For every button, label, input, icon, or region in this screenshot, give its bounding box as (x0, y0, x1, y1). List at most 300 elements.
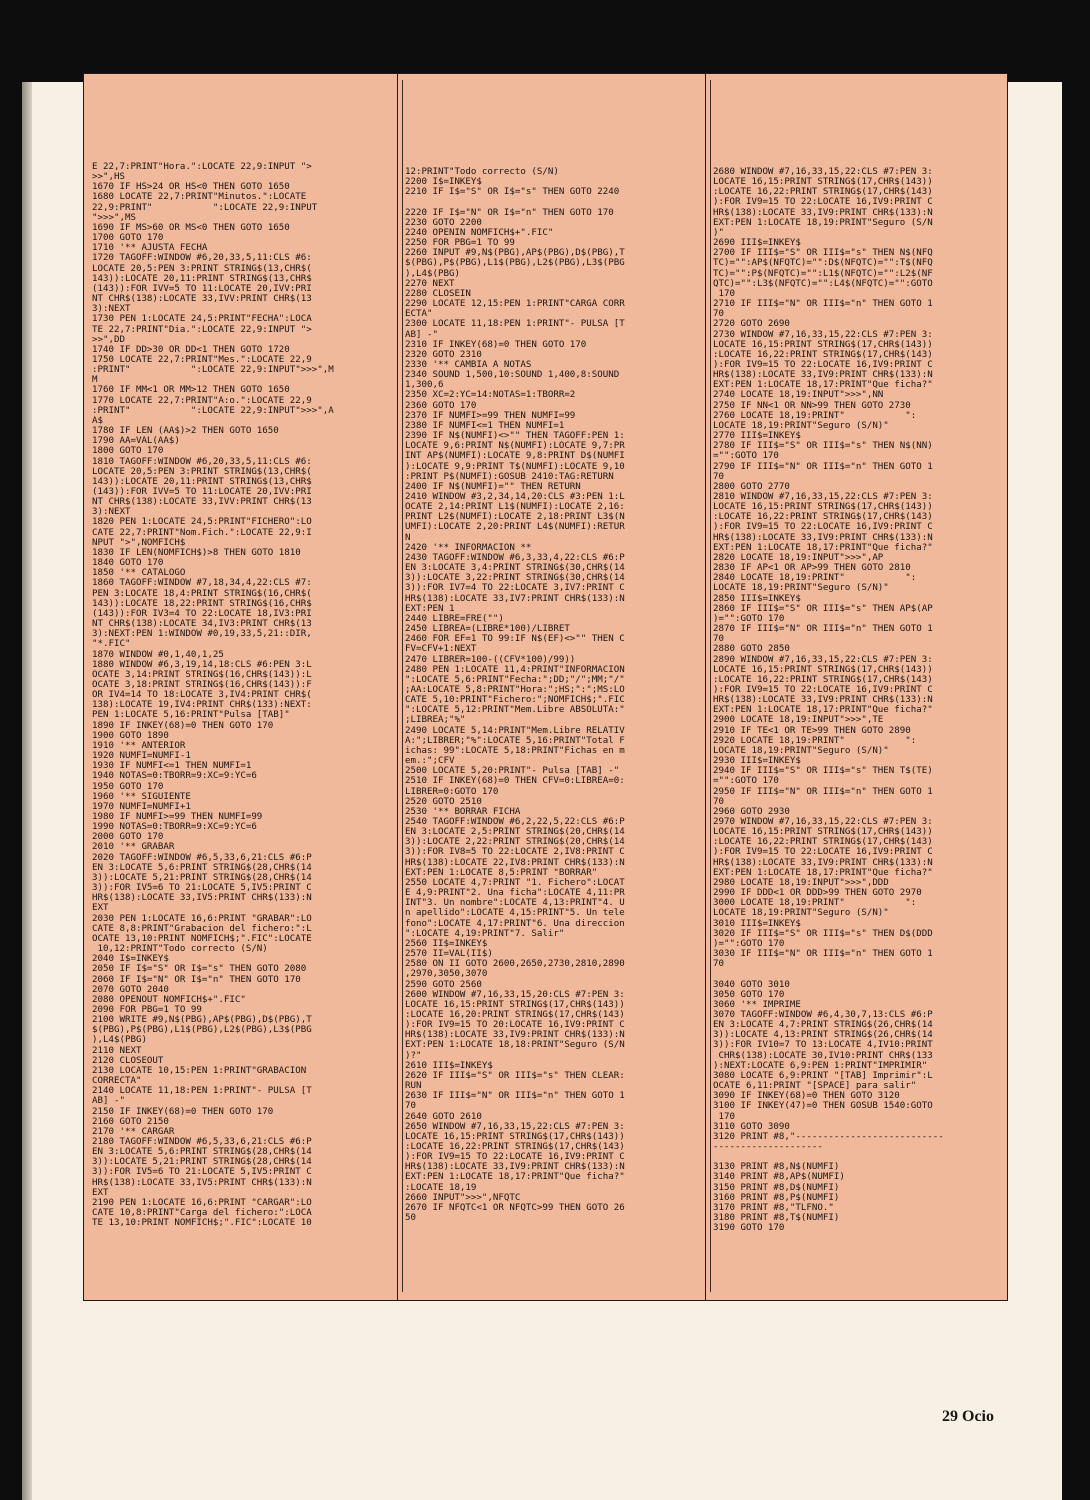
code-line: em.:";CFV (405, 756, 455, 767)
code-line: 2680 WINDOW #7,16,33,15,22:CLS #7:PEN 3: (713, 167, 933, 177)
code-line: 2900 LOCATE 18,19:INPUT">>>",TE (713, 715, 884, 726)
code-line: 3):NEXT (92, 507, 131, 518)
code-line: >>",DD (92, 334, 125, 345)
code-line: ):FOR IV9=15 TO 22:LOCATE 16,IV9:PRINT C (713, 359, 933, 370)
code-line: 1720 TAGOFF:WINDOW #6,20,33,5,11:CLS #6: (92, 253, 312, 264)
code-line: 3130 PRINT #8,N$(NUMFI) (713, 1162, 840, 1173)
code-line: 2370 IF NUMFI>=99 THEN NUMFI=99 (405, 410, 576, 421)
code-line: 3020 IF III$="S" OR III$="s" THEN D$(DDD (713, 928, 933, 939)
code-line: 2840 LOCATE 18,19:PRINT" ": (713, 573, 917, 584)
code-line: 2440 LIBRE=FRE("") (405, 613, 504, 624)
code-line: NPUT ">",NOMFICH$ (92, 537, 186, 548)
code-line: 2090 FOR PBG=1 TO 99 (92, 1004, 202, 1015)
code-line: )?" (405, 1050, 422, 1061)
code-line: 2300 LOCATE 11,18:PEN 1:PRINT"- PULSA [T (405, 319, 625, 330)
code-line: 2470 LIBRER=100-((CFV*100)/99)) (405, 654, 576, 665)
code-line: :PRINT" ":LOCATE 22,9:INPUT">>>",A (92, 405, 334, 416)
code-line: CATE 8,8:PRINT"Grabacion del fichero:":L (92, 923, 312, 934)
code-line: 2260 INPUT #9,N$(PBG),AP$(PBG),D$(PBG),T (405, 248, 625, 259)
code-line: EXT:PEN 1:LOCATE 18,18:PRINT"Seguro (S/N (405, 1040, 625, 1051)
code-line: 2430 TAGOFF:WINDOW #6,3,33,4,22:CLS #6:P (405, 552, 625, 563)
code-line: 70 (713, 309, 724, 320)
code-line: OCATE 3,18:PRINT STRING$(16,CHR$(143)):F (92, 679, 312, 690)
code-line: 1760 IF MM<1 OR MM>12 THEN GOTO 1650 (92, 385, 290, 396)
code-line: :LOCATE 16,22:PRINT STRING$(17,CHR$(143) (713, 674, 933, 685)
code-line: TC)="":AP$(NFQTC)="":D$(NFQTC)="":T$(NFQ (713, 258, 933, 269)
code-line: ":LOCATE 4,19:PRINT"7. Salir" (405, 928, 565, 939)
code-line: CATE 22,7:PRINT"Nom.Fich.":LOCATE 22,9:I (92, 527, 312, 538)
code-line: EN 3:LOCATE 5,6:PRINT STRING$(28,CHR$(14 (92, 862, 312, 873)
code-line: A:";LIBRER;"%":LOCATE 5,16:PRINT"Total F (405, 735, 625, 746)
code-line: EN 3:LOCATE 2,5:PRINT STRING$(20,CHR$(14 (405, 827, 625, 838)
code-line: 1770 LOCATE 22,7:PRINT"A:o.":LOCATE 22,9 (92, 395, 312, 406)
code-line: :LOCATE 16,22:PRINT STRING$(17,CHR$(143) (713, 837, 933, 848)
code-line: 1840 GOTO 170 (92, 558, 164, 569)
code-line: 170 (713, 288, 735, 299)
code-line: 1690 IF MS>60 OR MS<0 THEN GOTO 1650 (92, 222, 290, 233)
code-line: HR$(138):LOCATE 22,IV8:PRINT CHR$(133):N (405, 857, 625, 868)
code-line: 1910 '** ANTERIOR (92, 740, 186, 751)
code-line: 3)):FOR IV7=4 TO 22:LOCATE 3,IV7:PRINT C (405, 583, 625, 594)
code-line: ichas: 99":LOCATE 5,18:PRINT"Fichas en m (405, 745, 625, 756)
code-line: EXT:PEN 1:LOCATE 8,5:PRINT "BORRAR" (405, 867, 598, 878)
code-line: CHR$(138):LOCATE 30,IV10:PRINT CHR$(133 (713, 1050, 933, 1061)
code-line: 143)):LOCATE 18,22:PRINT STRING$(16,CHR$ (92, 598, 312, 609)
code-line: 2230 GOTO 2200 (405, 217, 482, 228)
code-line: HR$(138):LOCATE 33,IV9:PRINT CHR$(133):N (713, 857, 933, 868)
code-line: 70 (713, 959, 724, 970)
code-line: 2960 GOTO 2930 (713, 806, 790, 817)
code-line: 1870 WINDOW #0,1,40,1,25 (92, 649, 224, 660)
code-line: 2890 WINDOW #7,16,33,15,22:CLS #7:PEN 3: (713, 654, 933, 665)
code-line: 2930 III$=INKEY$ (713, 756, 801, 767)
code-line: 1780 IF LEN (AA$)>2 THEN GOTO 1650 (92, 426, 279, 437)
code-line: >>",HS (92, 172, 125, 183)
code-line: 2760 LOCATE 18,19:PRINT" ": (713, 410, 917, 421)
code-line: EXT:PEN 1:LOCATE 18,19:PRINT"Seguro (S/N (713, 217, 933, 228)
code-line: LOCATE 18,19:PRINT"Seguro (S/N)" (713, 420, 889, 431)
code-line: 70 (713, 634, 724, 645)
code-line: 70 (713, 796, 724, 807)
code-line: 2830 IF AP<1 OR AP>99 THEN GOTO 2810 (713, 563, 911, 574)
code-line: INT"3. Un nombre":LOCATE 4,13:PRINT"4. U (405, 898, 625, 909)
code-line: 1900 GOTO 1890 (92, 730, 169, 741)
code-line: 3)):LOCATE 3,22:PRINT STRING$(30,CHR$(14 (405, 573, 625, 584)
code-line: ),L4$(PBG) (92, 1035, 147, 1046)
code-line: "*.FIC" (92, 639, 131, 650)
code-line: 3000 LOCATE 18,19:PRINT" ": (713, 898, 917, 909)
code-line: 1940 NOTAS=0:TBORR=9:XC=9:YC=6 (92, 771, 257, 782)
code-line: 2730 WINDOW #7,16,33,15,22:CLS #7:PEN 3: (713, 329, 933, 340)
code-line: 2290 LOCATE 12,15:PEN 1:PRINT"CARGA CORR (405, 299, 625, 310)
code-line: 2540 TAGOFF:WINDOW #6,2,22,5,22:CLS #6:P (405, 817, 625, 827)
code-line: 70 (713, 471, 724, 482)
code-line: 2080 OPENOUT NOMFICH$+".FIC" (92, 994, 246, 1005)
code-line: 1970 NUMFI=NUMFI+1 (92, 801, 191, 812)
code-line: TC)="":P$(NFQTC)="":L1$(NFQTC)="":L2$(NF (713, 268, 933, 279)
code-line: 2340 SOUND 1,500,10:SOUND 1,400,8:SOUND (405, 370, 620, 381)
code-line: 2480 PEN 1:LOCATE 11,4:PRINT"INFORMACION (405, 664, 625, 675)
code-line: ECTA" (405, 309, 433, 320)
code-line: 2690 III$=INKEY$ (713, 238, 801, 249)
code-line: 1750 LOCATE 22,7:PRINT"Mes.":LOCATE 22,9 (92, 354, 312, 365)
code-line: 3050 GOTO 170 (713, 989, 785, 1000)
code-line: :LOCATE 16,20:PRINT STRING$(17,CHR$(143) (405, 1009, 625, 1020)
code-line: 2000 GOTO 170 (92, 832, 164, 843)
code-line: HR$(138):LOCATE 33,IV9:PRINT CHR$(133):N (405, 1030, 625, 1041)
code-line: 3090 IF INKEY(68)=0 THEN GOTO 3120 (713, 1091, 900, 1102)
code-line: 1700 GOTO 170 (92, 233, 164, 244)
code-line: OCATE 2,14:PRINT L1$(NUMFI):LOCATE 2,16: (405, 502, 625, 513)
code-line: PRINT L2$(NUMFI):LOCATE 2,18:PRINT L3$(N (405, 512, 625, 523)
code-line: 12:PRINT"Todo correcto (S/N) (405, 167, 559, 177)
code-line: 2250 FOR PBG=1 TO 99 (405, 238, 515, 249)
code-line: 2860 IF III$="S" OR III$="s" THEN AP$(AP (713, 603, 933, 614)
code-line: 3140 PRINT #8,AP$(NUMFI) (713, 1172, 845, 1183)
code-line: 1990 NOTAS=0:TBORR=9:XC=9:YC=6 (92, 822, 257, 833)
code-line: ":LOCATE 5,6:PRINT"Fecha:";DD;"/";MM;"/" (405, 674, 625, 685)
code-line: 2350 XC=2:YC=14:NOTAS=1:TBORR=2 (405, 390, 576, 401)
code-line: 2770 III$=INKEY$ (713, 431, 801, 442)
code-line: 3150 PRINT #8,D$(NUMFI) (713, 1182, 840, 1193)
code-line: EXT (92, 1187, 109, 1198)
code-line: 50 (405, 1213, 416, 1224)
code-line: 2500 LOCATE 5,20:PRINT"- Pulsa [TAB] -" (405, 766, 620, 777)
code-line: 3010 III$=INKEY$ (713, 918, 801, 929)
code-line: 170 (713, 1111, 735, 1122)
code-line: ):FOR IV9=15 TO 22:LOCATE 16,IV9:PRINT C (713, 847, 933, 858)
code-line: 2580 ON II GOTO 2600,2650,2730,2810,2890 (405, 959, 625, 970)
code-line: 2170 '** CARGAR (92, 1126, 175, 1137)
code-line: 1880 WINDOW #6,3,19,14,18:CLS #6:PEN 3:L (92, 659, 312, 670)
code-line: 2140 LOCATE 11,18:PEN 1:PRINT"- PULSA [T (92, 1086, 312, 1097)
code-line: 3030 IF III$="N" OR III$="n" THEN GOTO 1 (713, 949, 933, 960)
code-line: 3)):LOCATE 2,22:PRINT STRING$(20,CHR$(14 (405, 837, 625, 848)
code-line: :PRINT P$(NUMFI):GOSUB 2410:TAG:RETURN (405, 471, 614, 482)
code-line: PEN 1:LOCATE 5,16:PRINT"Pulsa [TAB]" (92, 710, 290, 721)
panel-divider (402, 80, 403, 1292)
code-line: 2650 WINDOW #7,16,33,15,22:CLS #7:PEN 3: (405, 1121, 625, 1132)
code-line: :PRINT" ":LOCATE 22,9:INPUT">>>",M (92, 365, 334, 376)
code-line: 2510 IF INKEY(68)=0 THEN CFV=0:LIBREA=0: (405, 776, 625, 787)
code-line: NT CHR$(138):LOCATE 33,IVV:PRINT CHR$(13 (92, 294, 312, 305)
code-line: 3180 PRINT #8,T$(NUMFI) (713, 1213, 840, 1224)
code-line: 2640 GOTO 2610 (405, 1111, 482, 1122)
code-line: :LOCATE 16,22:PRINT STRING$(17,CHR$(143) (713, 349, 933, 360)
code-line: 3060 '** IMPRIME (713, 999, 801, 1010)
code-line: 2110 NEXT (92, 1045, 142, 1056)
code-line: CATE 10,8:PRINT"Carga del fichero:":LOCA (92, 1208, 312, 1219)
code-line: ;AA:LOCATE 5,8:PRINT"Hora:";HS;":";MS:LO (405, 684, 625, 695)
code-line: 3160 PRINT #8,P$(NUMFI) (713, 1192, 840, 1203)
code-line: HR$(138):LOCATE 33,IV9:PRINT CHR$(133):N (405, 1162, 625, 1173)
code-line: 143)):LOCATE 20,11:PRINT STRING$(13,CHR$ (92, 476, 312, 487)
code-line: (143)):FOR IVV=5 TO 11:LOCATE 20,IVV:PRI (92, 487, 312, 497)
code-line: 2190 PEN 1:LOCATE 16,6:PRINT "CARGAR":LO (92, 1197, 312, 1208)
code-line: 10,12:PRINT"Todo correcto (S/N) (92, 944, 268, 955)
code-line: 2630 IF III$="N" OR III$="n" THEN GOTO 1 (405, 1091, 625, 1102)
code-line: PEN 3:LOCATE 18,4:PRINT STRING$(16,CHR$( (92, 588, 312, 599)
code-line: 1730 PEN 1:LOCATE 24,5:PRINT"FECHA":LOCA (92, 314, 312, 325)
code-line: 2280 CLOSEIN (405, 288, 471, 299)
code-line: 2670 IF NFQTC<1 OR NFQTC>99 THEN GOTO 26 (405, 1202, 625, 1213)
code-line: 1930 IF NUMFI<=1 THEN NUMFI=1 (92, 761, 252, 772)
code-line: EN 3:LOCATE 3,4:PRINT STRING$(30,CHR$(14 (405, 563, 625, 574)
code-line: :LOCATE 16,22:PRINT STRING$(17,CHR$(143) (713, 187, 933, 198)
code-line: (143)):FOR IV3=4 TO 22:LOCATE 18,IV3:PRI (92, 608, 312, 619)
code-line: 1980 IF NUMFI>=99 THEN NUMFI=99 (92, 812, 263, 822)
code-line: 1790 AA=VAL(AA$) (92, 436, 180, 447)
code-line: ":LOCATE 5,12:PRINT"Mem.Libre ABSOLUTA:" (405, 705, 625, 716)
code-line: 2070 GOTO 2040 (92, 984, 169, 995)
code-line: 2530 '** BORRAR FICHA (405, 806, 521, 817)
code-line: 3):NEXT (92, 304, 131, 315)
code-line: NT CHR$(138):LOCATE 34,IV3:PRINT CHR$(13 (92, 619, 312, 630)
code-line: LOCATE 20,5:PEN 3:PRINT STRING$(13,CHR$( (92, 466, 312, 477)
code-line: A$ (92, 415, 103, 426)
code-line: OCATE 13,10:PRINT NOMFICH$;".FIC":LOCATE (92, 933, 312, 944)
code-line: 3)):LOCATE 5,21:PRINT STRING$(28,CHR$(14 (92, 1157, 312, 1168)
code-line: ):FOR IV9=15 TO 22:LOCATE 16,IV9:PRINT C (713, 522, 933, 533)
code-line: AB] -" (405, 329, 438, 340)
code-line: LOCATE 16,15:PRINT STRING$(17,CHR$(143)) (713, 177, 933, 188)
page-number: 29 Ocio (942, 1408, 994, 1425)
code-line: EXT:PEN 1:LOCATE 18,17:PRINT"Que ficha?" (713, 380, 933, 391)
code-line: INT AP$(NUMFI):LOCATE 9,8:PRINT D$(NUMFI (405, 451, 625, 462)
code-line: 2310 IF INKEY(68)=0 THEN GOTO 170 (405, 339, 587, 350)
code-line: 2040 I$=INKEY$ (92, 954, 169, 965)
code-line: TE 22,7:PRINT"Dia.":LOCATE 22,9:INPUT "> (92, 324, 312, 335)
code-line: NT CHR$(138):LOCATE 33,IVV:PRINT CHR$(13 (92, 497, 312, 508)
code-line: 2800 GOTO 2770 (713, 481, 790, 492)
code-line: 2880 GOTO 2850 (713, 644, 790, 655)
code-line: 2920 LOCATE 18,19:PRINT" ": (713, 735, 917, 746)
code-line: ):FOR IV9=15 TO 22:LOCATE 16,IV9:PRINT C (405, 1152, 625, 1163)
code-line: 2400 IF N$(NUMFI)="" THEN RETURN (405, 481, 581, 492)
code-line: 2520 GOTO 2510 (405, 796, 482, 807)
code-line: ):FOR IV9=15 TO 22:LOCATE 16,IV9:PRINT C (713, 197, 933, 208)
code-line: 2820 LOCATE 18,19:INPUT">>>",AP (713, 552, 884, 563)
code-line: 2380 IF NUMFI<=1 THEN NUMFI=1 (405, 420, 565, 431)
code-line: EXT:PEN 1 (405, 603, 455, 614)
code-line: LOCATE 16,15:PRINT STRING$(17,CHR$(143)) (713, 502, 933, 513)
code-line: QTC)="":L3$(NFQTC)="":L4$(NFQTC)="":GOTO (713, 278, 933, 289)
code-line: 1810 TAGOFF:WINDOW #6,20,33,5,11:CLS #6: (92, 456, 312, 467)
code-line: 2200 I$=INKEY$ (405, 177, 482, 188)
code-line: LIBRER=0:GOTO 170 (405, 786, 499, 797)
code-line: 2590 GOTO 2560 (405, 979, 482, 990)
code-line: 2410 WINDOW #3,2,34,14,20:CLS #3:PEN 1:L (405, 492, 625, 502)
code-line: )="":GOTO 170 (713, 938, 785, 949)
code-line: 3)):FOR IV8=5 TO 22:LOCATE 2,IV8:PRINT C (405, 847, 625, 858)
code-line: 2740 LOCATE 18,19:INPUT">>>",NN (713, 390, 884, 401)
code-line: )" (713, 227, 724, 238)
code-line: EXT (92, 903, 109, 914)
code-line: HR$(138):LOCATE 33,IV7:PRINT CHR$(133):N (405, 593, 625, 604)
code-line: 3)):LOCATE 4,13:PRINT STRING$(26,CHR$(14 (713, 1030, 933, 1041)
code-line: (143)):FOR IVV=5 TO 11:LOCATE 20,IVV:PRI (92, 283, 312, 294)
code-column-1 (92, 162, 334, 1228)
code-line: LOCATE 16,15:PRINT STRING$(17,CHR$(143)) (405, 1131, 625, 1142)
code-line: EXT:PEN 1:LOCATE 18,17:PRINT"Que ficha?" (405, 1172, 625, 1183)
code-line: 2010 '** GRABAR (92, 842, 175, 853)
code-line: 2720 GOTO 2690 (713, 319, 790, 330)
code-line: ):LOCATE 9,9:PRINT T$(NUMFI):LOCATE 9,10 (405, 461, 625, 472)
code-line: 3070 TAGOFF:WINDOW #6,4,30,7,13:CLS #6:P (713, 1009, 933, 1020)
code-line: :LOCATE 18,19 (405, 1182, 477, 1193)
code-line: CORRECTA" (92, 1076, 142, 1087)
code-line: E 22,7:PRINT"Hora.":LOCATE 22,9:INPUT "> (92, 162, 312, 172)
code-line: 1920 NUMFI=NUMFI-1 (92, 751, 191, 762)
code-line: 2220 IF I$="N" OR I$="n" THEN GOTO 170 (405, 207, 614, 218)
code-line: 2210 IF I$="S" OR I$="s" THEN GOTO 2240 (405, 187, 620, 198)
code-line: 3120 PRINT #8,"--------------------------- (713, 1131, 944, 1142)
code-line: 3)):FOR IV5=6 TO 21:LOCATE 5,IV5:PRINT C (92, 883, 312, 894)
code-line: 1960 '** SIGUIENTE (92, 791, 191, 802)
code-line: 2970 WINDOW #7,16,33,15,22:CLS #7:PEN 3: (713, 817, 933, 827)
code-line: UMFI):LOCATE 2,20:PRINT L4$(NUMFI):RETUR (405, 522, 625, 533)
code-line: 70 (405, 1101, 416, 1112)
code-line: 1680 LOCATE 22,7:PRINT"Minutos.":LOCATE (92, 192, 307, 203)
code-line: 1950 GOTO 170 (92, 781, 164, 792)
code-line: EN 3:LOCATE 5,6:PRINT STRING$(28,CHR$(14 (92, 1147, 312, 1158)
code-line: OR IV4=14 TO 18:LOCATE 3,IV4:PRINT CHR$( (92, 690, 312, 701)
code-line: EN 3:LOCATE 4,7:PRINT STRING$(26,CHR$(14 (713, 1020, 933, 1031)
code-line: 3190 GOTO 170 (713, 1223, 785, 1234)
code-line: fono":LOCATE 4,17:PRINT"6. Una direccion (405, 918, 625, 929)
code-line: 2450 LIBREA=(LIBRE*100)/LIBRET (405, 624, 570, 635)
code-line: HR$(138):LOCATE 33,IV5:PRINT CHR$(133):N (92, 893, 312, 904)
code-line: 3110 GOTO 3090 (713, 1121, 790, 1132)
code-line: 2940 IF III$="S" OR III$="s" THEN T$(TE) (713, 766, 933, 777)
code-line: ">>>",MS (92, 212, 136, 223)
code-line: HR$(138):LOCATE 33,IV9:PRINT CHR$(133):N (713, 370, 933, 381)
code-line: 2390 IF N$(NUMFI)<>"" THEN TAGOFF:PEN 1: (405, 431, 625, 442)
panel-divider (710, 80, 711, 1292)
code-line: 2710 IF III$="N" OR III$="n" THEN GOTO 1 (713, 299, 933, 310)
code-line: 2120 CLOSEOUT (92, 1055, 164, 1066)
code-column-3 (713, 167, 944, 1233)
code-line: E 4,9:PRINT"2. Una ficha":LOCATE 4,11:PR (405, 888, 625, 899)
code-line: 1820 PEN 1:LOCATE 24,5:PRINT"FICHERO":LO (92, 517, 312, 528)
code-line: LOCATE 16,15:PRINT STRING$(17,CHR$(143)) (713, 664, 933, 675)
code-line: 1740 IF DD>30 OR DD<1 THEN GOTO 1720 (92, 344, 290, 355)
code-line: ):FOR IV9=15 TO 22:LOCATE 16,IV9:PRINT C (713, 684, 933, 695)
code-line: FV=CFV+1:NEXT (405, 644, 477, 655)
code-line: 2150 IF INKEY(68)=0 THEN GOTO 170 (92, 1106, 274, 1117)
code-line: HR$(138):LOCATE 33,IV9:PRINT CHR$(133):N (713, 695, 933, 706)
code-line: ):FOR IV9=15 TO 20:LOCATE 16,IV9:PRINT C (405, 1020, 625, 1031)
code-line: $(PBG),P$(PBG),L1$(PBG),L2$(PBG),L3$(PBG (405, 258, 625, 269)
code-line: 2360 GOTO 170 (405, 400, 477, 411)
code-line: 2020 TAGOFF:WINDOW #6,5,33,6,21:CLS #6:P (92, 852, 312, 863)
code-line: 3080 LOCATE 6,9:PRINT "[TAB] Imprimir":L (713, 1070, 933, 1081)
code-line: 2560 II$=INKEY$ (405, 938, 488, 949)
code-line: N (405, 532, 411, 543)
code-line: -------------------- (713, 1142, 823, 1152)
code-line: 2060 IF I$="N" OR I$="n" THEN GOTO 170 (92, 974, 301, 985)
code-line: M (92, 375, 98, 386)
code-line: 138):LOCATE 19,IV4:PRINT CHR$(133):NEXT: (92, 700, 312, 711)
code-line: 2240 OPENIN NOMFICH$+".FIC" (405, 227, 554, 238)
code-line: LOCATE 18,19:PRINT"Seguro (S/N)" (713, 583, 889, 594)
code-line: 2270 NEXT (405, 278, 455, 289)
code-line: LOCATE 20,5:PEN 3:PRINT STRING$(13,CHR$( (92, 263, 312, 274)
code-line: 2810 WINDOW #7,16,33,15,22:CLS #7:PEN 3: (713, 492, 933, 502)
code-line: 2490 LOCATE 5,14:PRINT"Mem.Libre RELATIV (405, 725, 625, 736)
code-line: 2550 LOCATE 4,7:PRINT "1. Fichero":LOCAT (405, 877, 625, 888)
code-line (405, 197, 625, 207)
code-line: 2030 PEN 1:LOCATE 16,6:PRINT "GRABAR":LO (92, 913, 312, 924)
code-line: 2600 WINDOW #7,16,33,15,20:CLS #7:PEN 3: (405, 989, 625, 1000)
code-line: TE 13,10:PRINT NOMFICH$;".FIC":LOCATE 10 (92, 1218, 312, 1229)
code-line: HR$(138):LOCATE 33,IV9:PRINT CHR$(133):N (713, 532, 933, 543)
code-line: 1890 IF INKEY(68)=0 THEN GOTO 170 (92, 720, 274, 731)
code-line: 2160 GOTO 2150 (92, 1116, 169, 1127)
code-line: HR$(138):LOCATE 33,IV5:PRINT CHR$(133):N (92, 1177, 312, 1188)
code-line: ):NEXT:LOCATE 6,9:PEN 1:PRINT"IMPRIMIR" (713, 1060, 928, 1071)
code-line: OCATE 6,11:PRINT "[SPACE] para salir" (713, 1081, 917, 1092)
code-line: $(PBG),P$(PBG),L1$(PBG),L2$(PBG),L3$(PBG (92, 1025, 312, 1036)
code-line: LOCATE 16,15:PRINT STRING$(17,CHR$(143)) (405, 999, 625, 1010)
code-line (713, 969, 944, 979)
code-line: 2130 LOCATE 10,15:PEN 1:PRINT"GRABACION (92, 1065, 307, 1076)
code-line: 2780 IF III$="S" OR III$="s" THEN N$(NN) (713, 441, 933, 452)
code-line: 1710 '** AJUSTA FECHA (92, 243, 208, 254)
code-line: LOCATE 9,6:PRINT N$(NUMFI):LOCATE 9,7:PR (405, 441, 625, 452)
code-line: ,2970,3050,3070 (405, 969, 488, 980)
code-line: 2420 '** INFORMACION ** (405, 542, 532, 553)
code-line: RUN (405, 1081, 422, 1092)
code-line: EXT:PEN 1:LOCATE 18,17:PRINT"Que ficha?" (713, 705, 933, 716)
code-line: 2910 IF TE<1 OR TE>99 THEN GOTO 2890 (713, 725, 911, 736)
code-line: 1860 TAGOFF:WINDOW #7,18,34,4,22:CLS #7: (92, 578, 312, 589)
code-line: 2750 IF NN<1 OR NN>99 THEN GOTO 2730 (713, 400, 911, 411)
code-line: 2980 LOCATE 18,19:INPUT">>>",DDD (713, 877, 889, 888)
code-line: )="":GOTO 170 (713, 613, 785, 624)
code-line: :LOCATE 16,22:PRINT STRING$(17,CHR$(143) (405, 1142, 625, 1152)
code-line: 2610 III$=INKEY$ (405, 1060, 493, 1071)
code-line: ),L4$(PBG) (405, 268, 460, 279)
code-line: 2790 IF III$="N" OR III$="n" THEN GOTO 1 (713, 461, 933, 472)
code-line: 3)):LOCATE 5,21:PRINT STRING$(28,CHR$(14 (92, 872, 312, 883)
code-line: 1850 '** CATALOGO (92, 568, 186, 579)
code-line: 3)):FOR IV5=6 TO 21:LOCATE 5,IV5:PRINT C (92, 1167, 312, 1178)
code-column-2 (405, 167, 625, 1223)
code-line: ="":GOTO 170 (713, 776, 779, 787)
code-line (713, 1152, 944, 1162)
code-line: ="":GOTO 170 (713, 451, 779, 462)
code-line: 3):NEXT:PEN 1:WINDOW #0,19,33,5,21::DIR, (92, 629, 312, 640)
code-line: 3)):FOR IV10=7 TO 13:LOCATE 4,IV10:PRINT (713, 1040, 933, 1051)
code-line: 2100 WRITE #9,N$(PBG),AP$(PBG),D$(PBG),T (92, 1015, 312, 1026)
code-line: 1830 IF LEN(NOMFICH$)>8 THEN GOTO 1810 (92, 547, 301, 558)
code-line: 2050 IF I$="S" OR I$="s" THEN GOTO 2080 (92, 964, 307, 975)
code-line: 2950 IF III$="N" OR III$="n" THEN GOTO 1 (713, 786, 933, 797)
code-line: 1800 GOTO 170 (92, 446, 164, 457)
code-line: 2620 IF III$="S" OR III$="s" THEN CLEAR: (405, 1070, 625, 1081)
code-line: HR$(138):LOCATE 33,IV9:PRINT CHR$(133):N (713, 207, 933, 218)
code-line: AB] -" (92, 1096, 125, 1107)
code-line: ;LIBREA;"%" (405, 715, 466, 726)
code-line: 2660 INPUT">>>",NFQTC (405, 1192, 521, 1203)
code-line: CATE 5,10:PRINT"Fichero:";NOMFICH$;".FIC (405, 695, 625, 706)
code-line: 2570 II=VAL(II$) (405, 949, 493, 960)
code-line: 22,9:PRINT" ":LOCATE 22,9:INPUT (92, 202, 318, 213)
code-line: 2700 IF III$="S" OR III$="s" THEN N$(NFQ (713, 248, 933, 259)
code-line: LOCATE 16,15:PRINT STRING$(17,CHR$(143)) (713, 827, 933, 838)
code-line: 2180 TAGOFF:WINDOW #6,5,33,6,21:CLS #6:P (92, 1137, 312, 1147)
